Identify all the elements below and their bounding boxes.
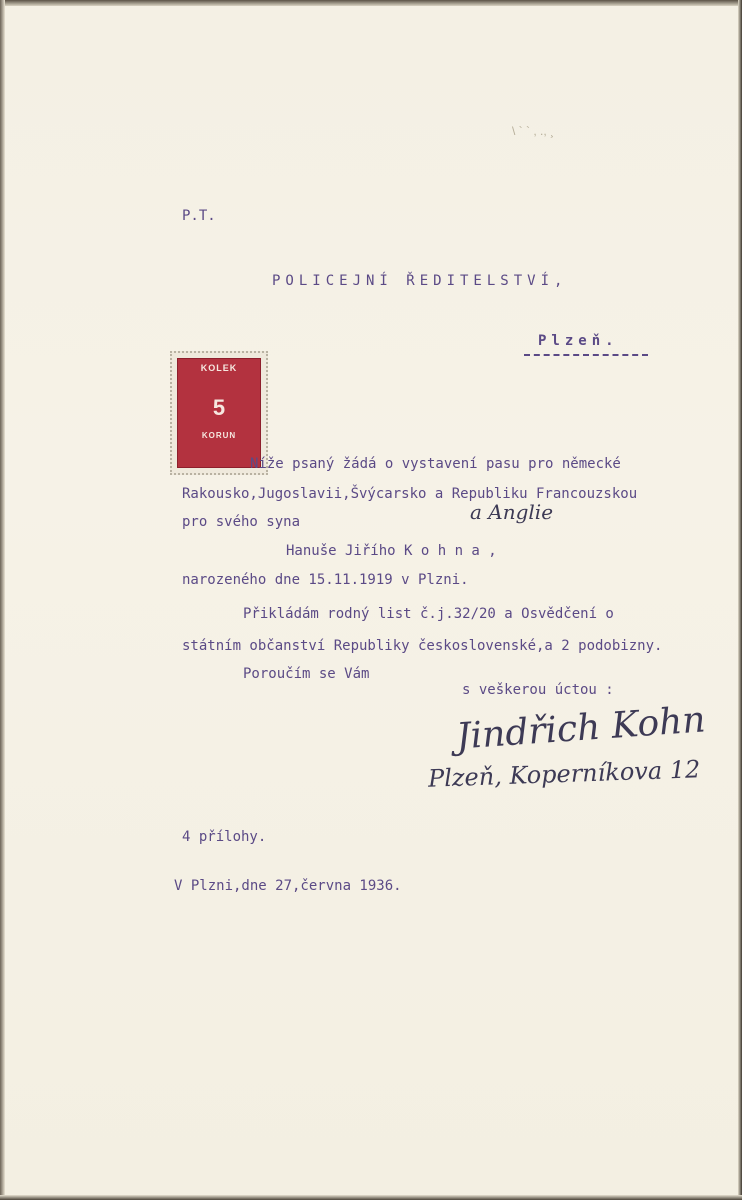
page-edge-top: [0, 0, 742, 6]
body-line-7: státním občanství Republiky československé,a 2 podobizny.: [182, 638, 663, 654]
salutation: P.T.: [182, 208, 216, 224]
recipient-heading: POLICEJNÍ ŘEDITELSTVÍ,: [272, 273, 568, 289]
body-line-4: Hanuše Jiřího K o h n a ,: [286, 543, 497, 559]
body-line-3: pro svého syna: [182, 514, 301, 530]
body-line-6: Přikládám rodný list č.j.32/20 a Osvědčení o: [243, 606, 614, 622]
city-heading: Plzeň.: [538, 333, 619, 349]
page-edge-right: [738, 0, 742, 1200]
enclosures-note: 4 přílohy.: [182, 829, 267, 845]
body-line-5: narozeného dne 15.11.1919 v Plzni.: [182, 572, 469, 588]
stamp-bottom-text: KORUN: [201, 431, 237, 440]
closing-line: s veškerou úctou :: [462, 682, 614, 698]
page-edge-left: [0, 0, 5, 1200]
date-line: V Plzni,dne 27,června 1936.: [174, 878, 402, 894]
stamp-value: 5: [212, 395, 226, 420]
stamp-face: [177, 358, 261, 468]
body-line-2: Rakousko,Jugoslavii,Švýcarsko a Republiku Francouzskou: [182, 486, 638, 502]
signature: Jindřich Kohn: [454, 699, 707, 758]
handwritten-address: Plzeň, Koperníkova 12: [427, 755, 701, 793]
city-underline: [524, 354, 648, 356]
body-line-1: Níže psaný žádá o vystavení pasu pro německé: [250, 456, 621, 472]
faint-mark: \ ` ` , ., ¸: [512, 124, 554, 138]
handwritten-insertion: a Anglie: [470, 500, 554, 524]
body-line-8: Poroučím se Vám: [243, 666, 370, 682]
page-edge-bottom: [0, 1195, 742, 1200]
stamp-top-text: KOLEK: [200, 363, 238, 373]
